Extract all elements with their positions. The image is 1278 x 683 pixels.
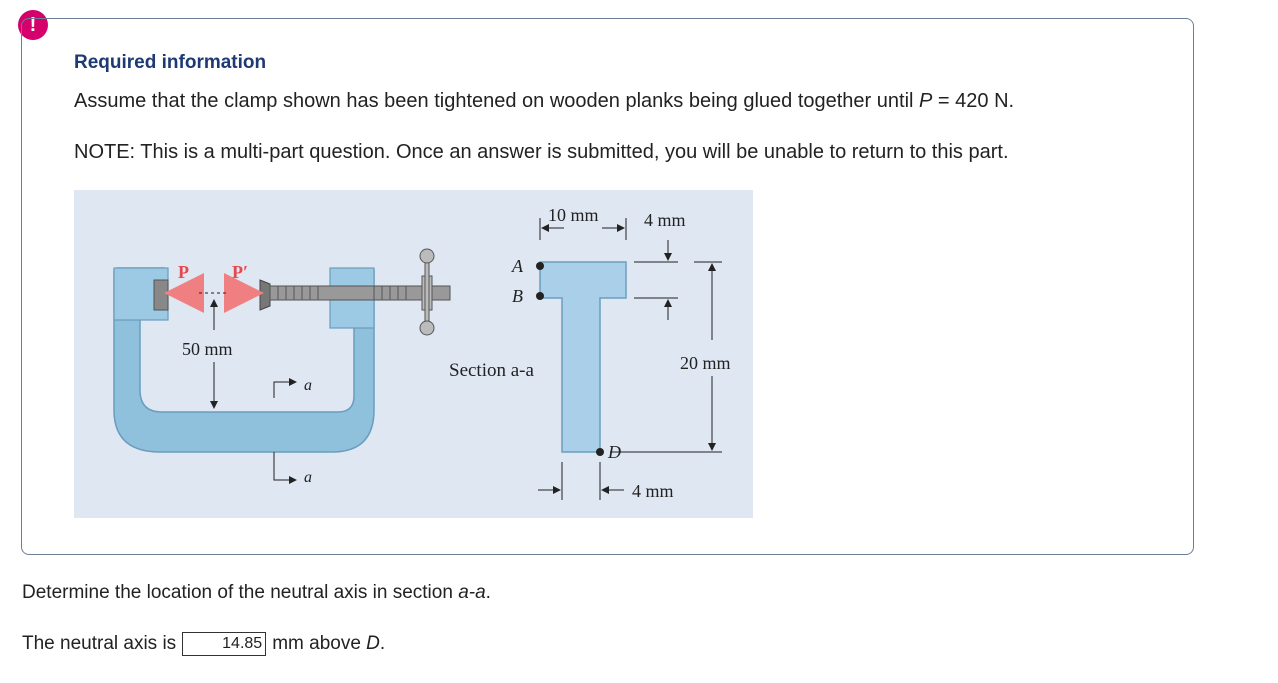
label-P-prime: P′ (232, 262, 249, 282)
answer-row (22, 632, 385, 656)
assume-text: Assume that the clamp shown has been tightened on wooden planks being glued together until (74, 90, 920, 112)
t-section (540, 262, 626, 452)
label-10mm: 10 mm (548, 205, 599, 225)
label-20mm: 20 mm (680, 353, 731, 373)
label-D: D (608, 442, 621, 462)
answer-suffix (272, 633, 385, 655)
label-P: P (178, 262, 189, 282)
label-A: A (512, 256, 523, 276)
question-end: . (485, 582, 491, 603)
label-4mm-bottom: 4 mm (632, 481, 674, 501)
question-var: a-a (458, 582, 486, 603)
answer-suffix-end: . (379, 633, 386, 654)
P-value: = 420 N. (932, 90, 1015, 112)
label-50mm: 50 mm (182, 339, 233, 359)
label-B: B (512, 286, 523, 306)
alert-icon: ! (18, 10, 48, 40)
answer-prefix: The neutral axis is (22, 633, 177, 654)
question-body: Determine the location of the neutral axis in section (22, 582, 459, 603)
label-a-top: a (304, 377, 312, 394)
label-section: Section a-a (449, 360, 534, 381)
answer-input[interactable]: 14.85 (182, 632, 266, 656)
clamp-figure (74, 190, 753, 518)
question-text (22, 582, 491, 604)
note-paragraph: NOTE: This is a multi-part question. Once an answer is submitted, you will be unable to return to this part. (74, 141, 1009, 163)
label-4mm-top: 4 mm (644, 210, 686, 230)
required-info-title: Required information (74, 52, 267, 73)
P-variable: P (919, 90, 933, 112)
assume-paragraph (74, 90, 1014, 113)
answer-suffix-text: mm above (272, 633, 367, 654)
answer-suffix-var: D (366, 633, 380, 654)
label-a-bottom: a (304, 469, 312, 486)
